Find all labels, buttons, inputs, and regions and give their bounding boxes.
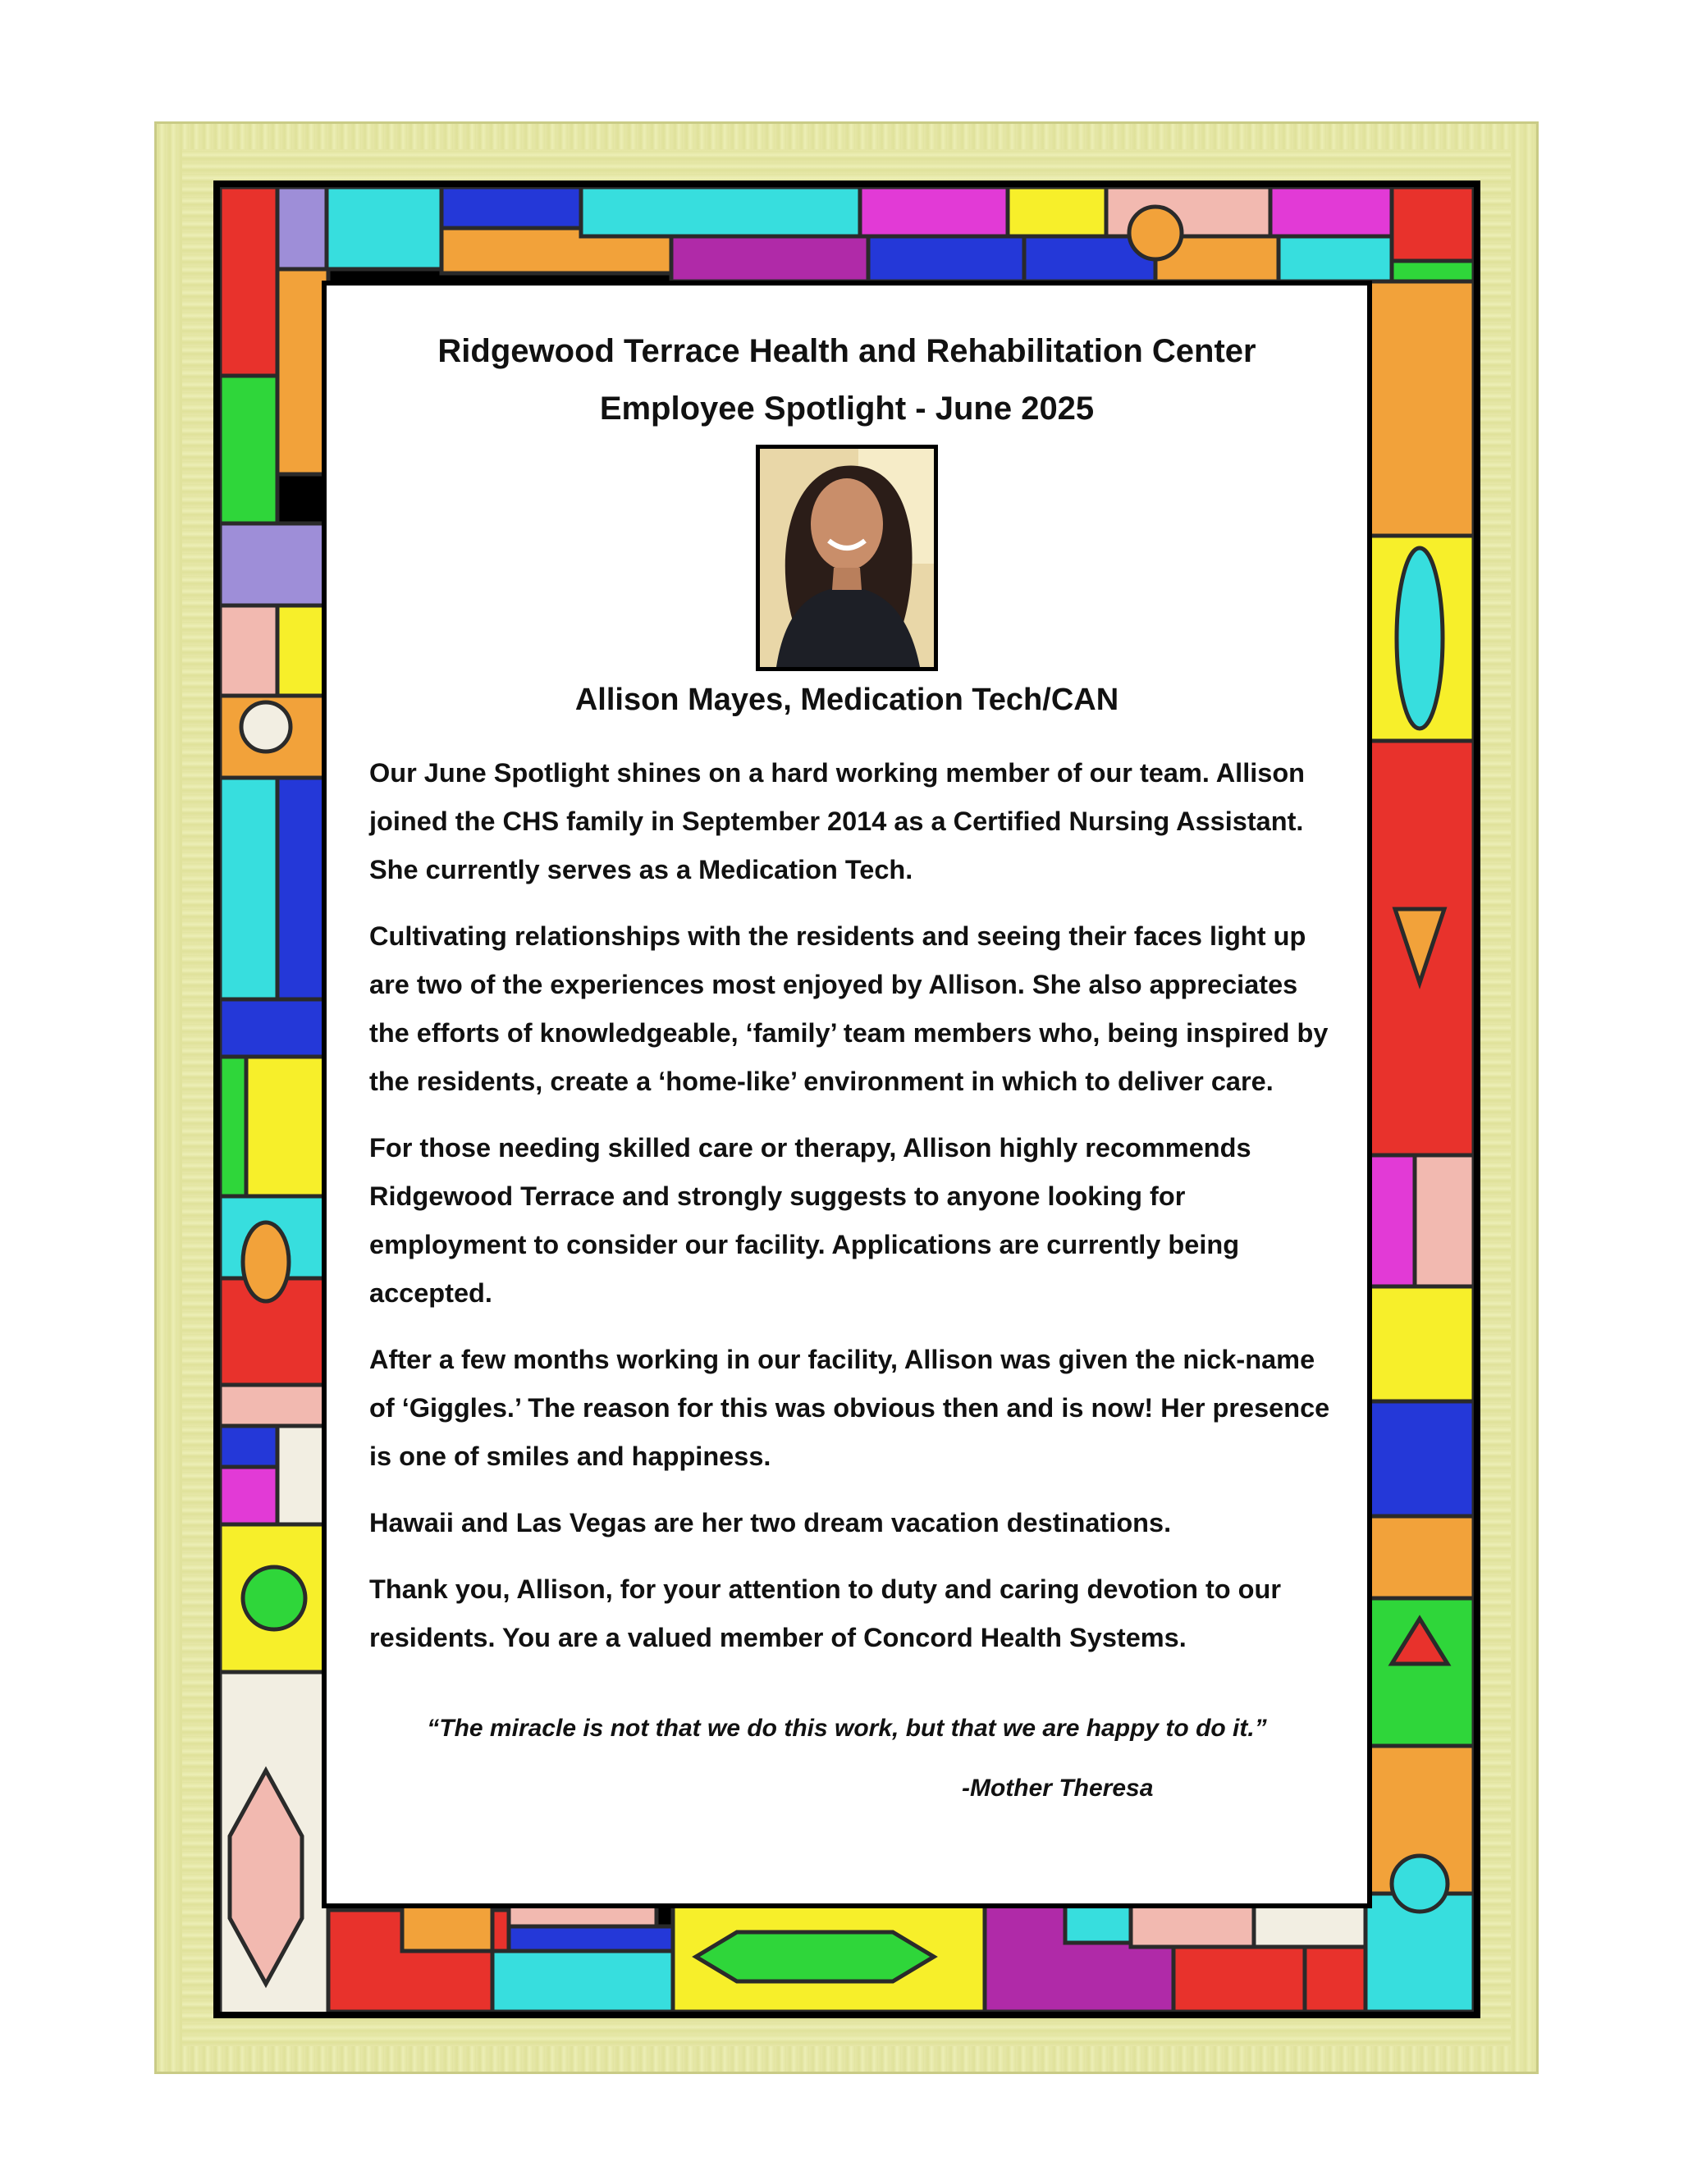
glass-tile [1365, 281, 1474, 536]
glass-tile [277, 778, 328, 999]
glass-circle [241, 702, 290, 752]
paragraph-recommendation: For those needing skilled care or therapy, Allison highly recommends Ridgewood Terrace and strongly suggests to anyone looking for employment to consider our facility. Applications are currently being accepted. [369, 1133, 1251, 1308]
glass-tile [220, 1385, 328, 1426]
employee-name-title: Allison Mayes, Medication Tech/CAN [574, 683, 1119, 717]
paragraph-nickname: After a few months working in our facility, Allison was given the nick-name of ‘Giggles.’ The reason for this was obvious then and is now! Her presence is one of smiles and happiness. [369, 1345, 1330, 1471]
glass-tile [220, 999, 328, 1057]
glass-tile [277, 187, 327, 269]
paragraph-thanks: Thank you, Allison, for your attention to duty and caring devotion to our residents. You are a valued member of Concord Health Systems. [369, 1574, 1282, 1652]
glass-tile [868, 236, 1024, 281]
spotlight-title: Employee Spotlight - June 2025 [599, 391, 1095, 427]
glass-tile [220, 605, 277, 696]
glass-tile [1392, 187, 1474, 261]
glass-tile [220, 1467, 277, 1524]
glass-tile [277, 1426, 328, 1524]
paragraph-intro: Our June Spotlight shines on a hard working member of our team. Allison joined the CHS family in September 2014 as a Certified Nursing Assistant. She currently serves as a Medication Tech. [369, 758, 1306, 884]
glass-tile [1365, 1516, 1474, 1598]
glass-tile [1415, 1155, 1474, 1286]
glass-tile [1305, 1947, 1365, 2012]
paragraph-relationships: Cultivating relationships with the residents and seeing their faces light up are two of the experiences most enjoyed by Allison. She also appreciates the efforts of knowledgeable, ‘family’ team members who, being inspired by the residents, create a ‘home-like’ environment in which to deliver care. [369, 921, 1329, 1096]
glass-tile [1270, 187, 1392, 236]
glass-tile [220, 1426, 277, 1467]
glass-tile [220, 778, 277, 999]
employee-photo [756, 445, 938, 671]
spotlight-body [369, 749, 1338, 1680]
glass-tile [220, 523, 328, 605]
glass-tile [492, 1951, 673, 2012]
quote-text: “The miracle is not that we do this work, but that we are happy to do it.” [427, 1715, 1267, 1742]
glass-tile [581, 187, 860, 236]
paragraph-vacation: Hawaii and Las Vegas are her two dream vacation destinations. [369, 1508, 1172, 1537]
glass-tile [1131, 1902, 1254, 1947]
glass-tile [1365, 1401, 1474, 1516]
glass-oval [243, 1222, 289, 1301]
glass-tile [220, 376, 277, 523]
glass-tile [860, 187, 1008, 236]
glass-crystal [696, 1932, 934, 1981]
glass-tile [1008, 187, 1106, 236]
glass-tile [671, 236, 868, 281]
glass-tile [1254, 1902, 1365, 1947]
organization-title: Ridgewood Terrace Health and Rehabilitation Center [437, 333, 1256, 369]
employee-portrait-image [760, 449, 934, 667]
glass-tile [220, 1057, 246, 1196]
glass-tile [327, 187, 441, 269]
glass-circle [243, 1567, 305, 1629]
glass-tile [277, 269, 328, 474]
glass-tile [1365, 1155, 1415, 1286]
quote-author: -Mother Theresa [962, 1775, 1154, 1802]
glass-tile [402, 1902, 492, 1951]
glass-tile [277, 605, 328, 704]
glass-circle [1392, 1856, 1448, 1912]
glass-tile [441, 187, 581, 228]
glass-tile [1365, 1286, 1474, 1401]
glass-tile [220, 187, 277, 376]
spotlight-panel [322, 281, 1372, 1908]
photo-neck [832, 568, 862, 590]
glass-tile [1173, 1947, 1305, 2012]
photo-face [811, 478, 883, 570]
glass-circle [1129, 207, 1182, 259]
glass-tile [1279, 236, 1392, 281]
glass-oval [1397, 548, 1443, 729]
glass-tile [246, 1057, 328, 1196]
